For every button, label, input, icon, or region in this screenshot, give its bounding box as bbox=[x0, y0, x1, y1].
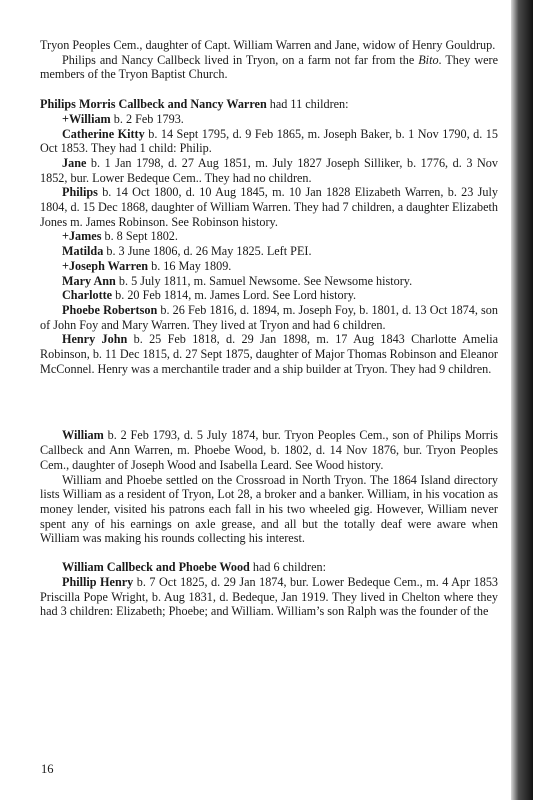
child-entry: Charlotte b. 20 Feb 1814, m. James Lord. See Lord history. bbox=[62, 288, 357, 303]
william-bio: William b. 2 Feb 1793, d. 5 July 1874, bur. Tryon Peoples Cem., son of Philips Morris Callbeck and Ann Warren, m. Phoebe Wood, b. 1802, d. 14 Nov 1876, bur. Tryon Peoples Cem., daughter of Joseph Wood and Isabella Leard. See Wood history. bbox=[40, 428, 498, 472]
intro-paragraph-1: Tryon Peoples Cem., daughter of Capt. William Warren and Jane, widow of Henry Gouldrup. bbox=[40, 38, 496, 52]
child-entry: Phoebe Robertson b. 26 Feb 1816, d. 1894, m. Joseph Foy, b. 1801, d. 13 Oct 1874, son of John Foy and Mary Warren. They lived at Tryon and had 6 children. bbox=[40, 302, 498, 332]
child-entry: +James b. 8 Sept 1802. bbox=[62, 229, 178, 244]
child-entry: Henry John b. 25 Feb 1818, d. 29 Jan 1898, m. 17 Aug 1843 Charlotte Amelia Robinson, b. 11 Dec 1815, d. 27 Sept 1875, daughter of Major Thomas Robinson and Eleanor McConnel. Henry was a merchantile trader and a ship builder at Tryon. They had 9 children. bbox=[40, 332, 499, 376]
family-heading-2: William Callbeck and Phoebe Wood had 6 children: bbox=[62, 560, 326, 575]
child-entry: Matilda b. 3 June 1806, d. 26 May 1825. Left PEI. bbox=[62, 244, 312, 259]
page-body bbox=[40, 38, 498, 619]
child-entry: +Joseph Warren b. 16 May 1809. bbox=[62, 258, 232, 273]
child-entry: Phillip Henry b. 7 Oct 1825, d. 29 Jan 1874, bur. Lower Bedeque Cem., m. 4 Apr 1853 Priscilla Pope Wright, b. Aug 1831, d. Bedeque, Jan 1919. They lived in Chelton where they had 3 children: Elizabeth; Phoebe; and William. William’s son Ralph was the founder of the bbox=[40, 574, 499, 619]
place-name-italic: Bito bbox=[418, 52, 439, 67]
william-story: William and Phoebe settled on the Crossroad in North Tryon. The 1864 Island directory lists William as a resident of Tryon, Lot 28, a broker and a banker. William, in his vocation as money lender, visited his patrons each fall in his two wheeled gig. However, William never spent any of his earnings on axle grease, and all but the totally deaf were aware when William was making his rounds collecting his interest. bbox=[40, 472, 498, 546]
child-entry: Catherine Kitty b. 14 Sept 1795, d. 9 Feb 1865, m. Joseph Baker, b. 1 Nov 1790, d. 15 Oct 1853. They had 1 child: Philip. bbox=[40, 126, 498, 156]
family-heading: Philips Morris Callbeck and Nancy Warren had 11 children: bbox=[40, 97, 349, 112]
page-number: 16 bbox=[41, 762, 54, 776]
child-entry: +William b. 2 Feb 1793. bbox=[62, 111, 184, 126]
child-entry: Jane b. 1 Jan 1798, d. 27 Aug 1851, m. July 1827 Joseph Silliker, b. 1776, d. 3 Nov 1852, bur. Lower Bedeque Cem.. They had no children. bbox=[40, 155, 498, 185]
intro-paragraph-2: Philips and Nancy Callbeck lived in Tryon, on a farm not far from the Bito. They were members of the Tryon Baptist Church. bbox=[40, 52, 498, 82]
child-entry: Mary Ann b. 5 July 1811, m. Samuel Newsome. See Newsome history. bbox=[62, 273, 413, 288]
child-entry: Philips b. 14 Oct 1800, d. 10 Aug 1845, m. 10 Jan 1828 Elizabeth Warren, b. 23 July 1804, d. 15 Dec 1868, daughter of William Warren. They had 7 children, a daughter Elizabeth Jones m. James Robinson. See Robinson history. bbox=[40, 185, 498, 229]
book-spine-shadow bbox=[511, 0, 533, 800]
